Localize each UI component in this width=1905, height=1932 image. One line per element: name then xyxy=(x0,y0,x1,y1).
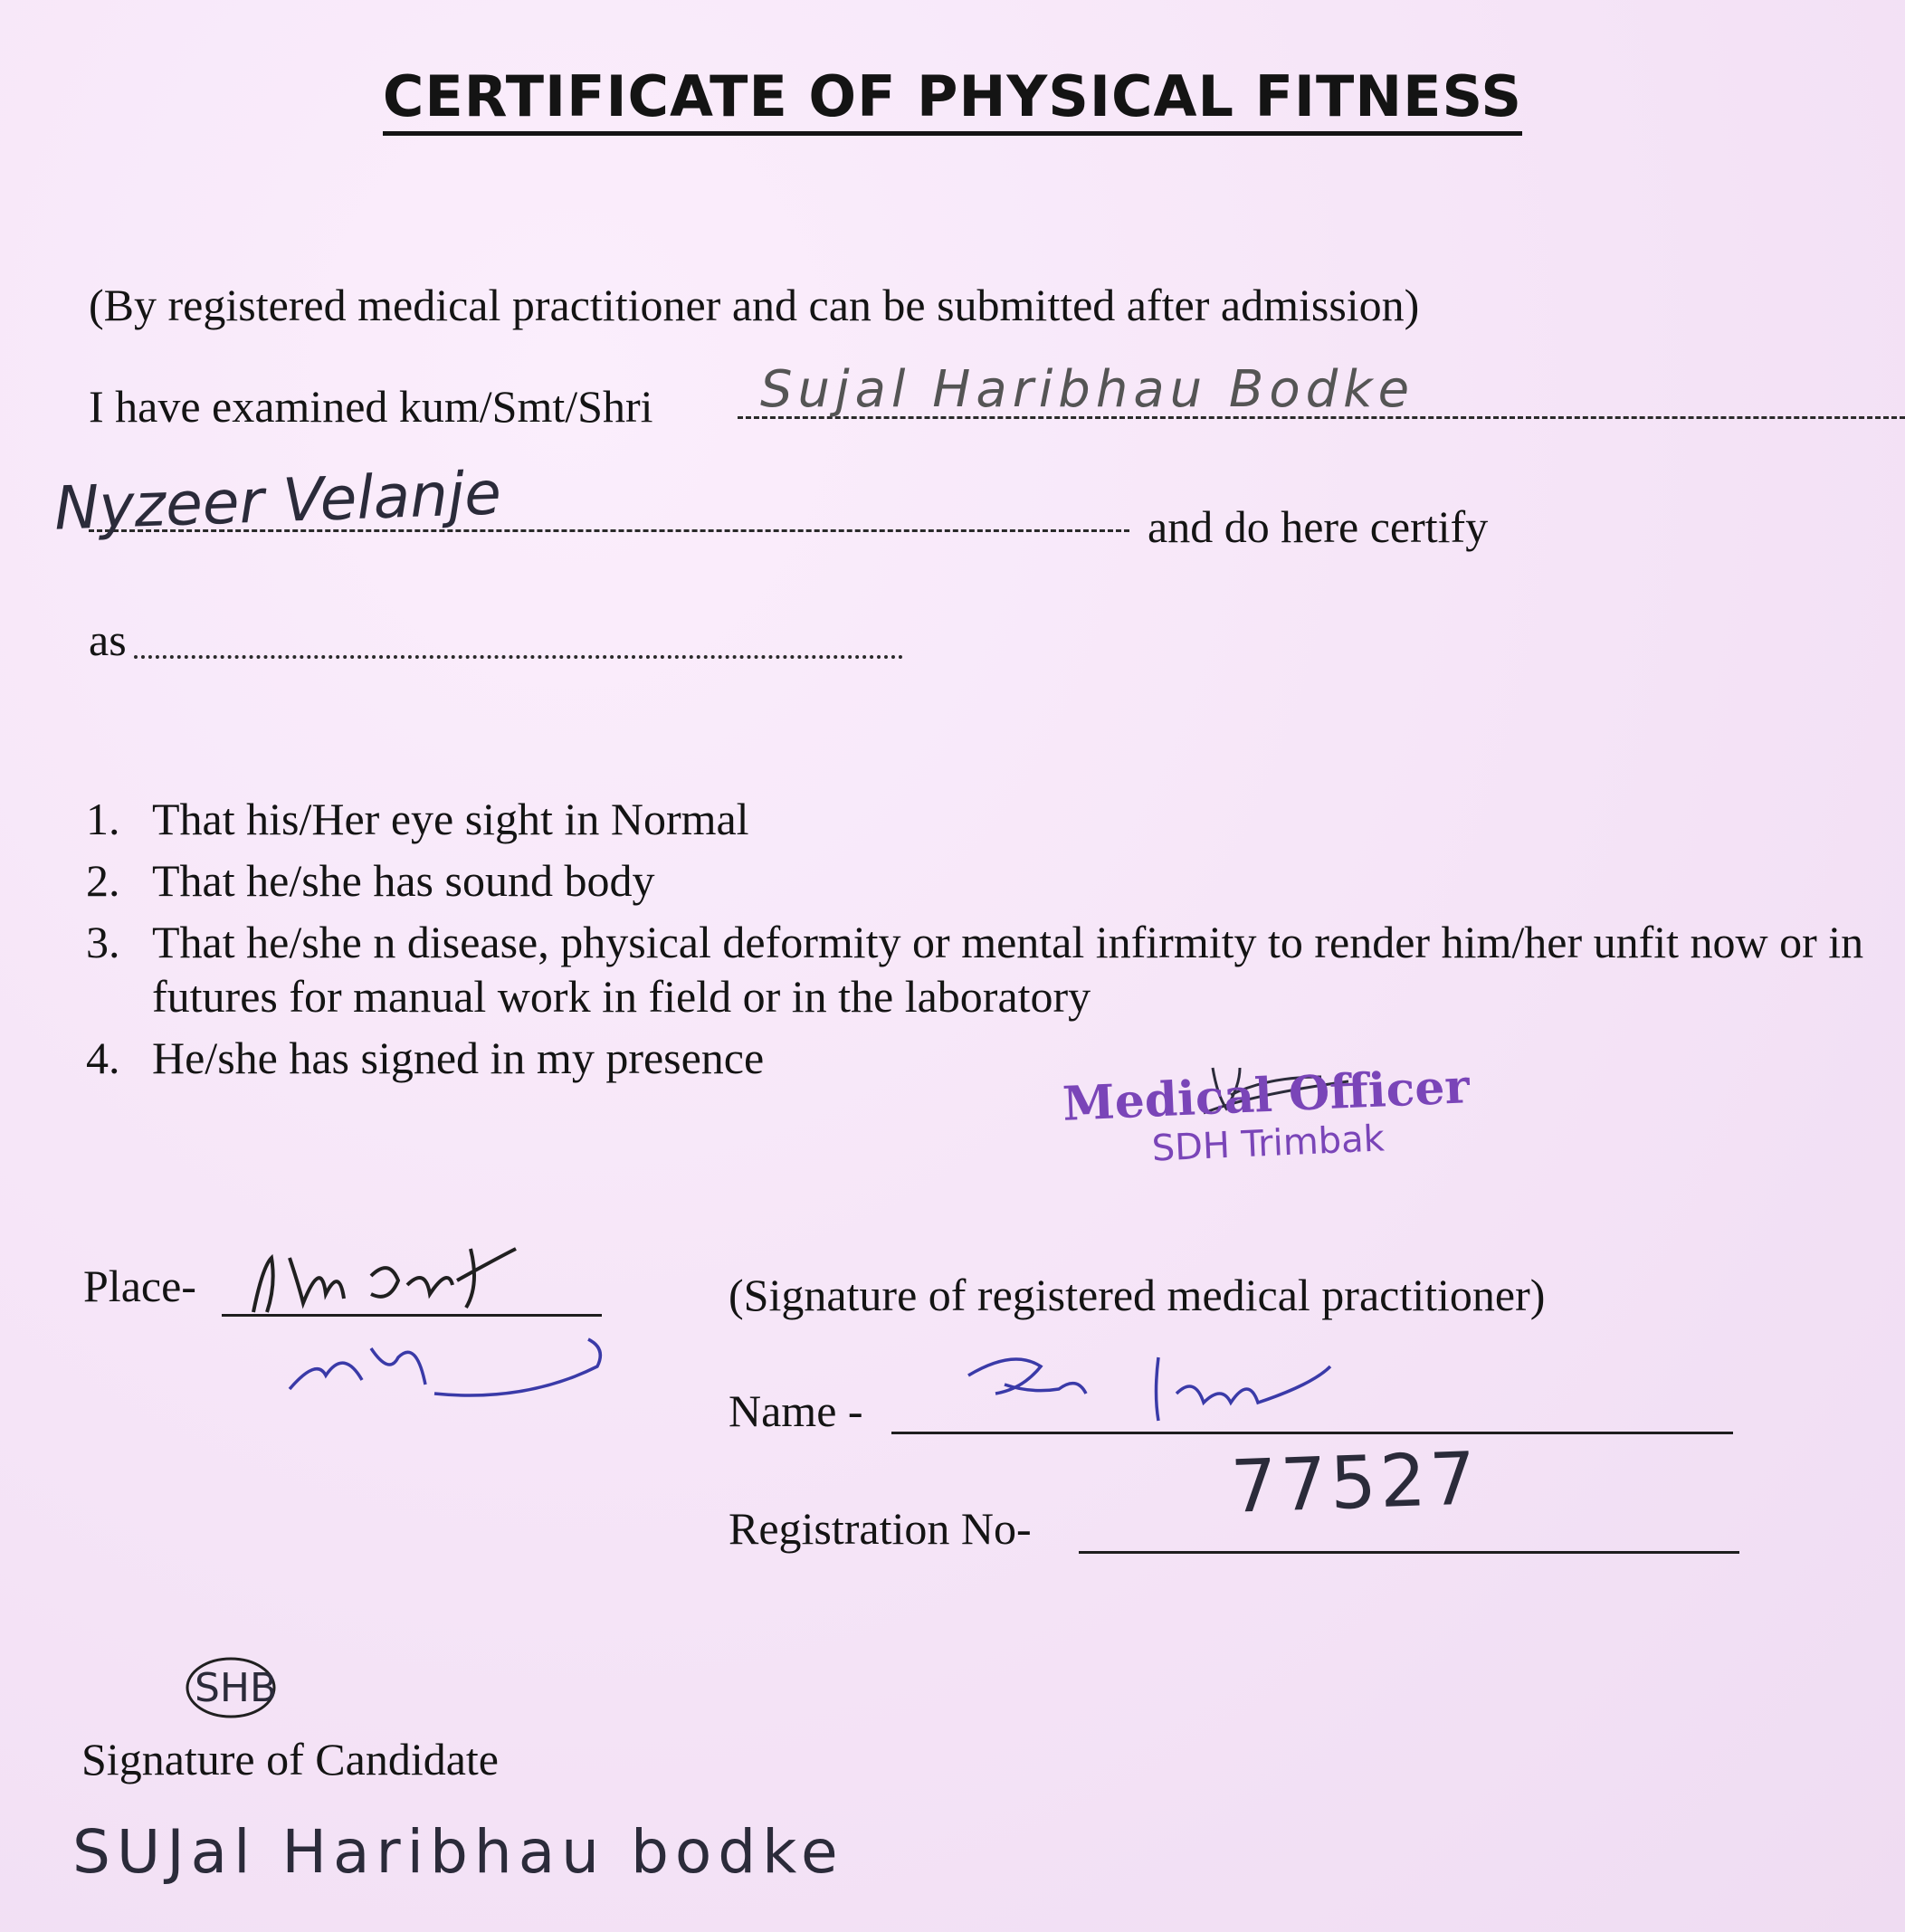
subtitle: (By registered medical practitioner and can be submitted after admission) xyxy=(89,280,1420,330)
certificate-title: CERTIFICATE OF PHYSICAL FITNESS xyxy=(0,63,1905,129)
name-label: Name - xyxy=(729,1385,863,1436)
practitioner-signature-label: (Signature of registered medical practitioner) xyxy=(729,1270,1546,1320)
registration-line xyxy=(1079,1551,1739,1554)
as-label: as xyxy=(89,614,127,665)
examined-name-handwritten: Sujal Haribhau Bodke xyxy=(760,360,1415,419)
conditions-list xyxy=(86,792,1878,1092)
stamp-line1: Medical Officer xyxy=(1061,1059,1471,1132)
medical-officer-stamp xyxy=(1062,1059,1472,1174)
list-item: 4. He/she has signed in my presence xyxy=(86,1033,765,1083)
as-dotted-line xyxy=(134,655,903,659)
candidate-initials: SHB xyxy=(195,1665,278,1711)
place-handwriting xyxy=(235,1231,615,1412)
examined-line2-handwritten: Nyzeer Velanje xyxy=(52,458,503,544)
candidate-signature-label: Signature of Candidate xyxy=(81,1734,499,1784)
stamp-line2: SDH Trimbak xyxy=(1150,1118,1386,1170)
list-item: 3. That he/she n disease, physical deformity or mental infirmity to render him/her unfit now or in futures for manual work in field or in the laboratory xyxy=(86,917,1864,1022)
list-item: 2. That he/she has sound body xyxy=(86,855,655,906)
place-label: Place- xyxy=(83,1261,196,1311)
practitioner-name-handwriting xyxy=(959,1339,1412,1439)
examined-label: I have examined kum/Smt/Shri xyxy=(89,381,653,432)
candidate-name-handwritten: SUJal Haribhau bodke xyxy=(72,1817,844,1887)
certify-label: and do here certify xyxy=(1148,501,1489,552)
registration-label: Registration No- xyxy=(729,1503,1032,1554)
list-item: 1. That his/Her eye sight in Normal xyxy=(86,794,749,844)
registration-handwritten: 77527 xyxy=(1229,1436,1481,1529)
